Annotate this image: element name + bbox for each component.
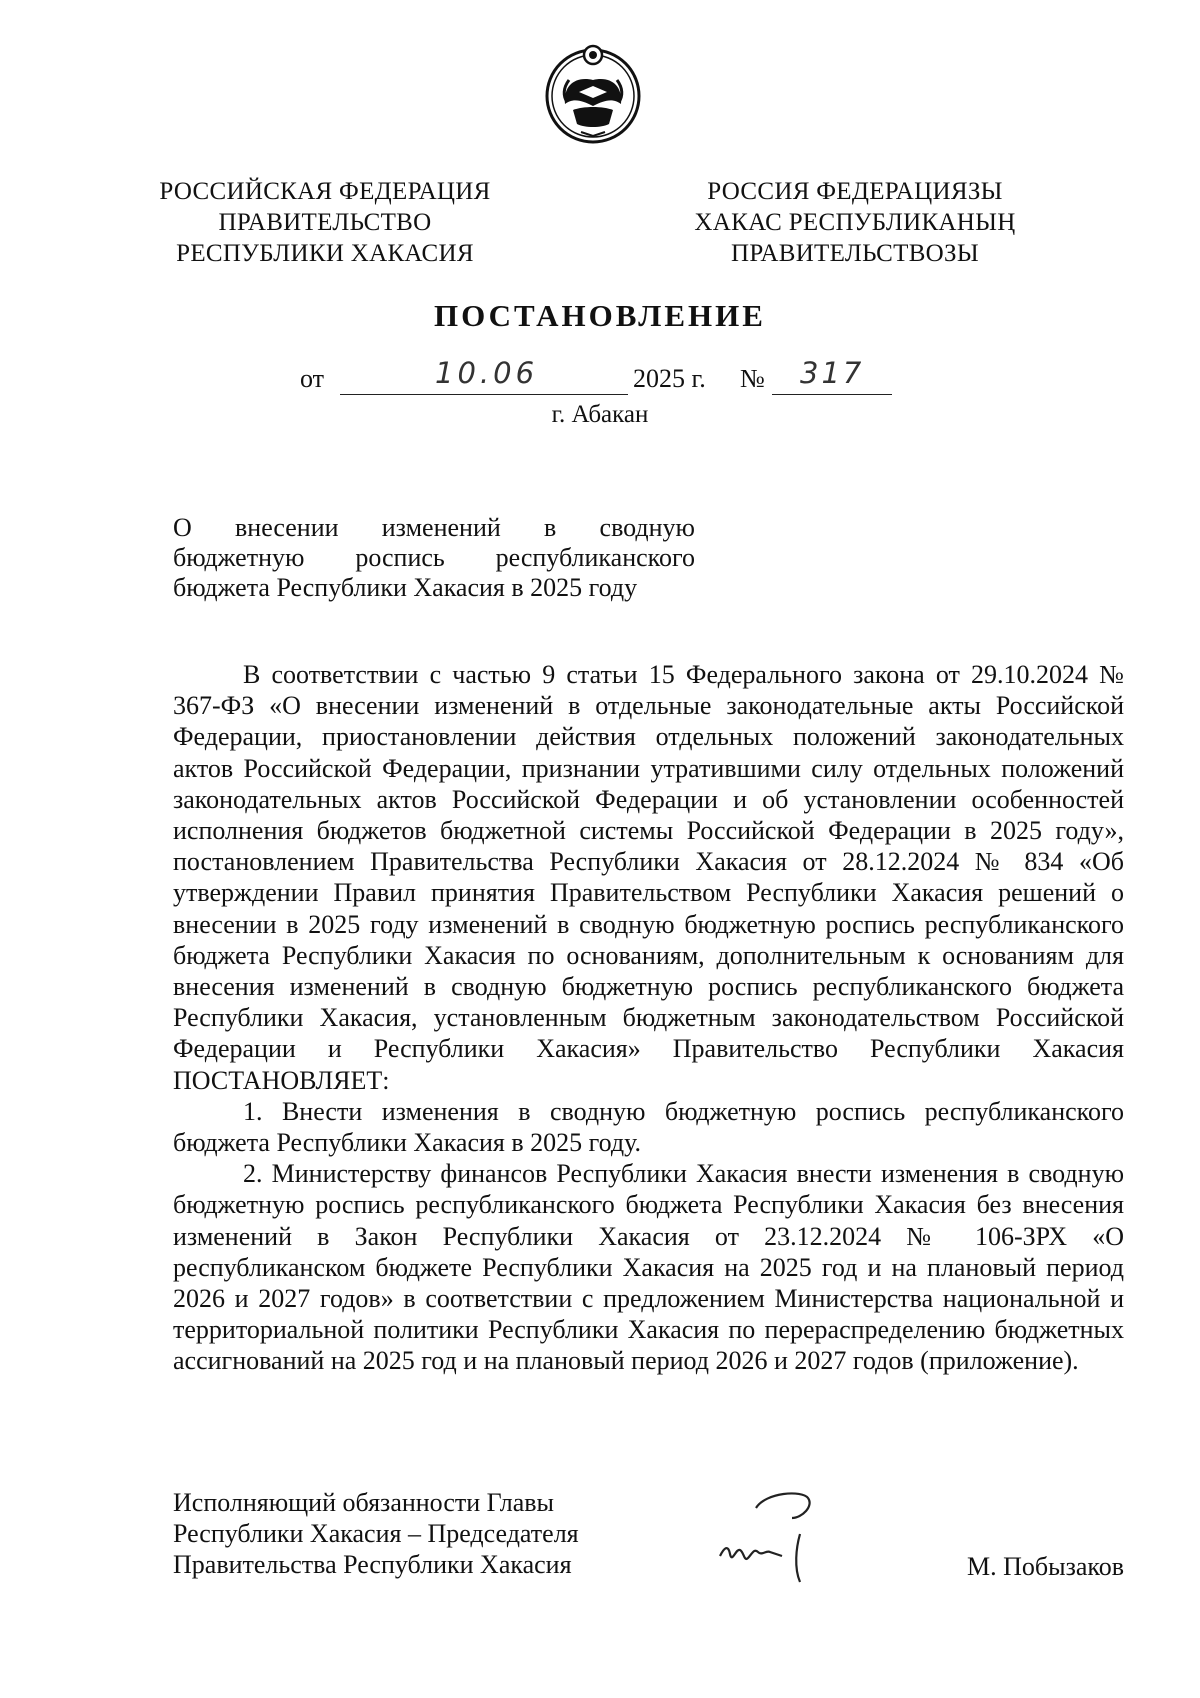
header-left-line: РОССИЙСКАЯ ФЕДЕРАЦИЯ	[159, 178, 491, 205]
handwritten-number: 317	[800, 356, 865, 390]
body-paragraph: 1. Внести изменения в сводную бюджетную роспись республиканского бюджета Республики Хакасия в 2025 году.	[173, 1096, 1124, 1158]
number-label: №	[740, 364, 765, 393]
city-label: г. Абакан	[551, 401, 649, 428]
coat-of-arms-icon	[543, 40, 643, 148]
signatory-position	[173, 1487, 653, 1580]
subject-line: бюджетную роспись республиканского	[173, 543, 695, 572]
number-underline	[772, 394, 892, 395]
body-paragraph: 2. Министерству финансов Республики Хакасия внести изменения в сводную бюджетную роспись республиканского бюджета Республики Хакасия без внесения изменений в Закон Республики Хакасия от 23.12.2024 № 106-ЗРХ «О республиканском бюджете Республики Хакасия на 2025 год и на плановый период 2026 и 2027 годов» в соответствии с предложением Министерства национальной и территориальной политики Республики Хакасия по перераспределению бюджетных ассигнований на 2025 год и на плановый период 2026 и 2027 годов (приложение).	[173, 1159, 1124, 1376]
header-right-line: РОССИЯ ФЕДЕРАЦИЯЗЫ	[707, 178, 1003, 205]
date-underline	[340, 394, 628, 395]
signatory-position-line: Правительства Республики Хакасия	[173, 1550, 572, 1579]
subject-line: О внесении изменений в сводную	[173, 513, 695, 542]
year-label: 2025 г.	[633, 364, 706, 393]
signatory-position-line: Исполняющий обязанности Главы	[173, 1488, 554, 1517]
handwritten-date: 10.06	[435, 356, 539, 390]
signatory-name: М. Побызаков	[967, 1552, 1124, 1581]
header-left-block	[150, 176, 500, 269]
header-right-line: ПРАВИТЕЛЬСТВОЗЫ	[731, 240, 979, 267]
document-subject	[173, 513, 695, 603]
header-right-line: ХАКАС РЕСПУБЛИКАНЫҢ	[694, 209, 1016, 236]
header-left-line: РЕСПУБЛИКИ ХАКАСИЯ	[176, 240, 474, 267]
header-right-block	[690, 176, 1020, 269]
document-body	[173, 659, 1124, 1377]
body-paragraph: В соответствии с частью 9 статьи 15 Федерального закона от 29.10.2024 № 367-ФЗ «О внесении изменений в отдельные законодательные акты Российской Федерации, приостановлении действия отдельных положений законодательных актов Российской Федерации, признании утратившими силу отдельных положений законодательных актов Российской Федерации и об установлении особенностей исполнения бюджетов бюджетной системы Российской Федерации в 2025 году», постановлением Правительства Республики Хакасия от 28.12.2024 № 834 «Об утверждении Правил принятия Правительством Республики Хакасия решений о внесении в 2025 году изменений в сводную бюджетную роспись республиканского бюджета Республики Хакасия по основаниям, дополнительным к основаниям для внесения изменений в сводную бюджетную роспись республиканского бюджета Республики Хакасия, установленным бюджетным законодательством Российской Федерации и Республики Хакасия» Правительство Республики Хакасия ПОСТАНОВЛЯЕТ:	[173, 660, 1124, 1095]
signatory-position-line: Республики Хакасия – Председателя	[173, 1519, 579, 1548]
subject-line: бюджета Республики Хакасия в 2025 году	[173, 573, 638, 602]
date-number-line	[300, 356, 900, 404]
from-label: от	[300, 364, 325, 393]
handwritten-signature	[710, 1478, 830, 1588]
header-left-line: ПРАВИТЕЛЬСТВО	[218, 209, 432, 236]
document-title: ПОСТАНОВЛЕНИЕ	[434, 298, 766, 333]
